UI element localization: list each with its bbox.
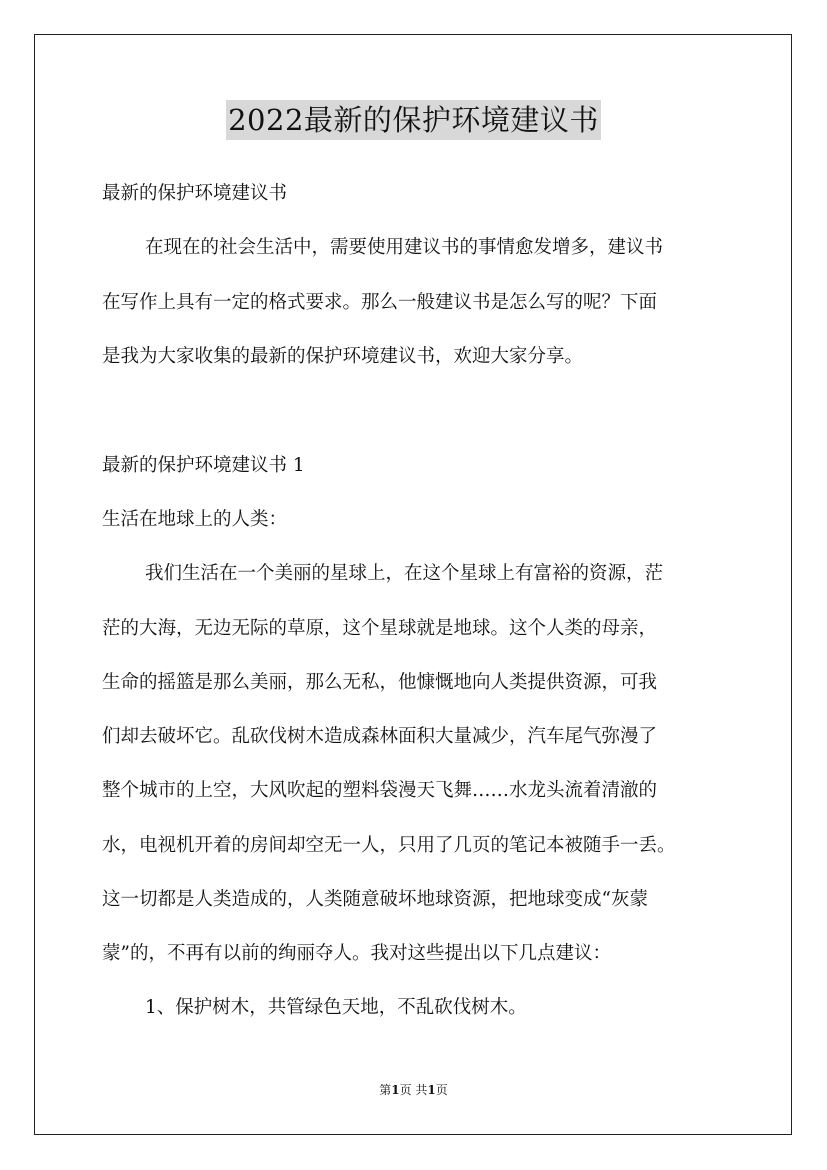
body-line-3: 生命的摇篮是那么美丽，那么无私，他慷慨地向人类提供资源，可我: [102, 672, 658, 693]
body-line-7: 这一切都是人类造成的，人类随意破坏地球资源，把地球变成“灰蒙: [102, 889, 648, 910]
body-line-4: 们却去破坏它。乱砍伐树木造成森林面积大量减少，汽车尾气弥漫了: [102, 726, 658, 747]
body-line-2: 茫的大海，无边无际的草原，这个星球就是地球。这个人类的母亲，: [102, 618, 658, 639]
page-footer: [0, 1082, 827, 1098]
section-heading: 最新的保护环境建议书 1: [102, 455, 305, 476]
intro-line-2: 在写作上具有一定的格式要求。那么一般建议书是怎么写的呢？下面: [102, 292, 658, 313]
footer-page-current: 1: [391, 1083, 400, 1097]
intro-line-1: 在现在的社会生活中，需要使用建议书的事情愈发增多，建议书: [145, 237, 664, 258]
body-line-1: 我们生活在一个美丽的星球上，在这个星球上有富裕的资源，茫: [145, 563, 664, 584]
footer-mid: 页 共: [399, 1083, 428, 1097]
body-line-5: 整个城市的上空，大风吹起的塑料袋漫天飞舞……水龙头流着清澈的: [102, 780, 658, 801]
footer-page-total: 1: [427, 1083, 436, 1097]
salutation: 生活在地球上的人类：: [102, 509, 288, 530]
document-title: 2022最新的保护环境建议书: [226, 100, 601, 140]
intro-line-3: 是我为大家收集的最新的保护环境建议书，欢迎大家分享。: [102, 346, 584, 367]
footer-suffix: 页: [435, 1083, 448, 1097]
body-line-8: 蒙”的，不再有以前的绚丽夺人。我对这些提出以下几点建议：: [102, 943, 611, 964]
footer-prefix: 第: [379, 1083, 392, 1097]
document-subtitle: 最新的保护环境建议书: [102, 183, 288, 204]
title-container: [0, 100, 827, 140]
suggestion-1: 1、保护树木，共管绿色天地，不乱砍伐树木。: [145, 997, 527, 1018]
body-line-6: 水，电视机开着的房间却空无一人，只用了几页的笔记本被随手一丢。: [102, 835, 676, 856]
